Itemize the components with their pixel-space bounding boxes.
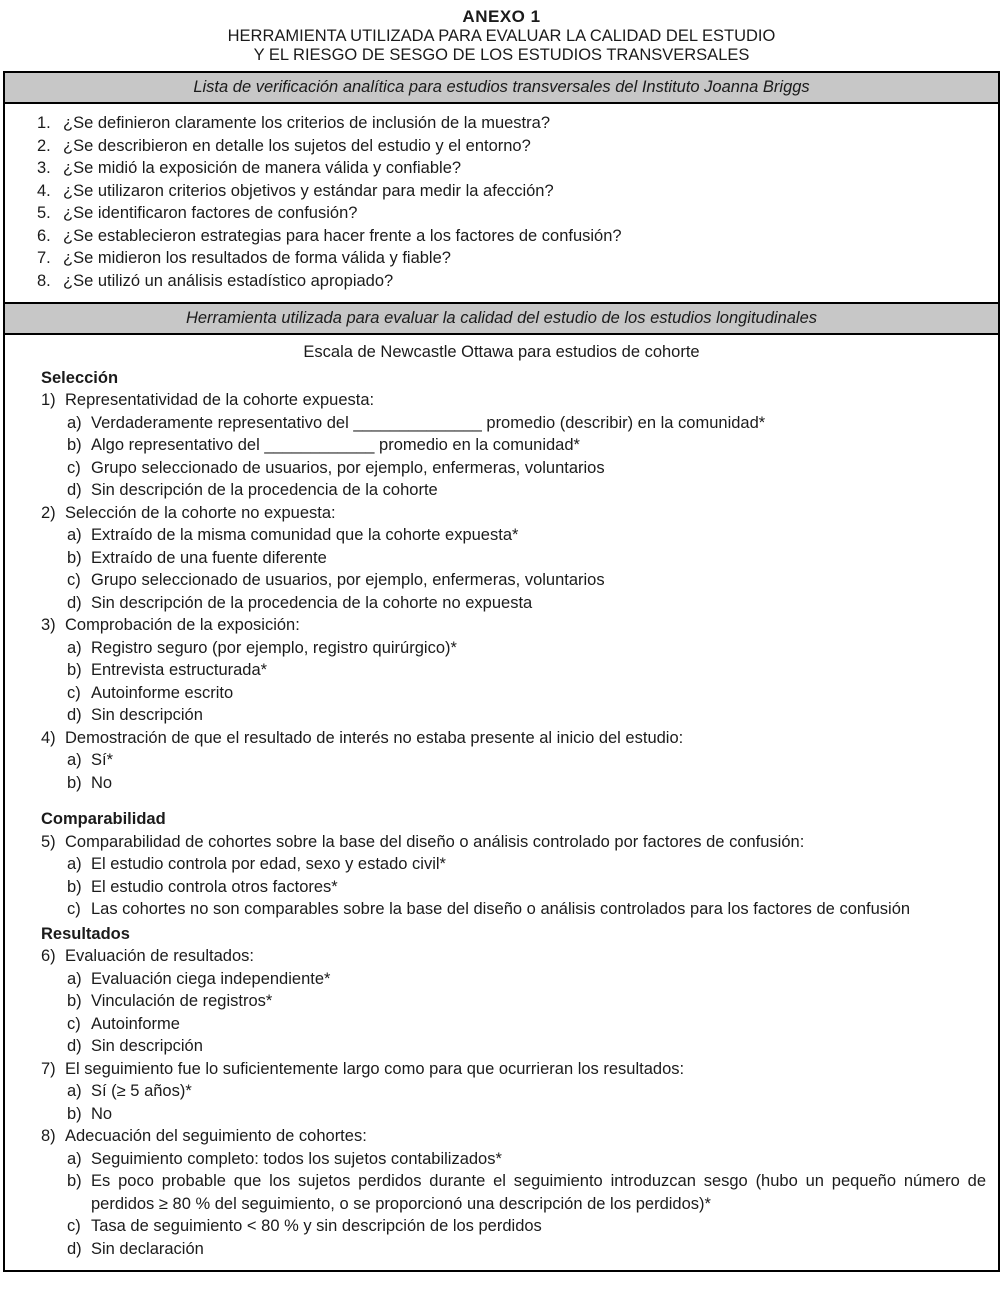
option-text: Registro seguro (por ejemplo, registro quirúrgico)*	[91, 638, 457, 657]
jbi-section-header: Lista de verificación analítica para estudios transversales del Instituto Joanna Briggs	[5, 73, 998, 104]
option-text: Extraído de la misma comunidad que la cohorte expuesta*	[91, 526, 519, 544]
item-text: ¿Se midió la exposición de manera válida y confiable?	[63, 159, 462, 177]
option-letter: a)	[67, 1149, 82, 1168]
option-text: Extraído de una fuente diferente	[91, 548, 327, 567]
item-text: ¿Se establecieron estrategias para hacer frente a los factores de confusión?	[63, 226, 622, 245]
option-text: El estudio controla por edad, sexo y estado civil*	[91, 855, 446, 873]
item-number: 4.	[37, 181, 51, 200]
option-text: Sin descripción	[91, 1037, 203, 1055]
option-text: Sí*	[91, 751, 114, 769]
question-number: 2)	[41, 503, 56, 522]
option-text: Sí (≥ 5 años)*	[91, 1082, 192, 1100]
checklist-item	[37, 225, 988, 248]
option-row	[67, 547, 986, 570]
question-row	[41, 945, 986, 968]
checklist-item	[37, 270, 988, 293]
option-row	[67, 704, 986, 727]
item-number: 3.	[37, 159, 51, 177]
question-number: 5)	[41, 832, 56, 851]
option-row	[67, 772, 986, 795]
option-letter: c)	[67, 571, 81, 589]
option-letter: b)	[67, 436, 82, 454]
question-number: 3)	[41, 616, 56, 634]
option-text: Verdaderamente representativo del ______________ promedio (describir) en la comunidad*	[91, 413, 766, 432]
question-row	[41, 831, 986, 854]
question-number: 4)	[41, 728, 56, 747]
option-letter: b)	[67, 877, 82, 896]
nos-scale-title: Escala de Newcastle Ottawa para estudios de cohorte	[303, 343, 700, 361]
option-text: Es poco probable que los sujetos perdidos durante el seguimiento introduzcan sesgo (hubo un pequeño número de perdidos ≥ 80 % del seguimiento, o se proporcionó una descripción de los perdidos)*	[91, 1172, 986, 1213]
option-letter: d)	[67, 481, 82, 499]
item-number: 6.	[37, 226, 51, 245]
option-letter: b)	[67, 773, 82, 792]
option-letter: a)	[67, 1082, 82, 1100]
option-row	[67, 434, 986, 457]
item-number: 1.	[37, 114, 51, 132]
option-row	[67, 637, 986, 660]
option-letter: d)	[67, 1037, 82, 1055]
item-number: 8.	[37, 271, 51, 290]
question-row	[41, 1125, 986, 1148]
item-number: 7.	[37, 249, 51, 267]
item-text: ¿Se midieron los resultados de forma válida y fiable?	[63, 249, 451, 267]
section-heading: Selección	[41, 368, 119, 387]
question-text: Evaluación de resultados:	[65, 947, 254, 965]
option-row	[67, 1035, 986, 1058]
option-letter: b)	[67, 992, 82, 1010]
option-row	[67, 749, 986, 772]
option-text: Algo representativo del ____________ promedio en la comunidad*	[91, 436, 580, 454]
section-heading: Comparabilidad	[41, 810, 166, 828]
item-text: ¿Se identificaron factores de confusión?	[63, 204, 358, 222]
option-text: Sin descripción de la procedencia de la cohorte no expuesta	[91, 593, 533, 612]
option-row	[67, 592, 986, 615]
section-heading: Resultados	[41, 924, 130, 943]
question-row	[41, 614, 986, 637]
option-letter: c)	[67, 900, 81, 918]
nos-section	[5, 335, 998, 1270]
question-text: Comparabilidad de cohortes sobre la base del diseño o análisis controlado por factores de confusión:	[65, 832, 805, 851]
question-row	[41, 727, 986, 750]
question-row	[41, 1058, 986, 1081]
option-text: Seguimiento completo: todos los sujetos contabilizados*	[91, 1149, 502, 1168]
option-row	[67, 990, 986, 1013]
option-row	[67, 1103, 986, 1126]
option-letter: a)	[67, 751, 82, 769]
option-row	[67, 682, 986, 705]
question-text: Comprobación de la exposición:	[65, 616, 300, 634]
document-header	[0, 0, 1003, 65]
question-number: 8)	[41, 1127, 56, 1145]
option-row	[67, 1215, 986, 1238]
option-row	[67, 1238, 986, 1261]
option-text: Autoinforme escrito	[91, 683, 234, 702]
option-letter: c)	[67, 683, 81, 702]
option-row	[67, 853, 986, 876]
question-text: Representatividad de la cohorte expuesta:	[65, 391, 375, 409]
checklist-item	[37, 247, 988, 270]
option-text: Grupo seleccionado de usuarios, por ejemplo, enfermeras, voluntarios	[91, 458, 605, 477]
option-letter: c)	[67, 1217, 81, 1235]
option-letter: d)	[67, 706, 82, 724]
option-text: El estudio controla otros factores*	[91, 877, 338, 896]
option-row	[67, 479, 986, 502]
nos-section-header: Herramienta utilizada para evaluar la calidad del estudio de los estudios longitudinales	[5, 302, 998, 335]
option-letter: a)	[67, 526, 82, 544]
checklist-item	[37, 202, 988, 225]
question-number: 1)	[41, 391, 56, 409]
option-letter: a)	[67, 969, 82, 988]
item-number: 2.	[37, 136, 51, 155]
option-text: Evaluación ciega independiente*	[91, 969, 331, 988]
option-row	[67, 1148, 986, 1171]
option-text: Entrevista estructurada*	[91, 661, 268, 679]
item-text: ¿Se definieron claramente los criterios de inclusión de la muestra?	[63, 114, 550, 132]
option-text: Tasa de seguimiento < 80 % y sin descripción de los perdidos	[91, 1217, 542, 1235]
checklist-item	[37, 112, 988, 135]
option-letter: b)	[67, 548, 82, 567]
option-row	[67, 524, 986, 547]
option-letter: a)	[67, 413, 82, 432]
item-number: 5.	[37, 204, 51, 222]
annex-subtitle-line2: Y EL RIESGO DE SESGO DE LOS ESTUDIOS TRANSVERSALES	[253, 46, 750, 64]
option-letter: c)	[67, 1014, 81, 1033]
option-row	[67, 968, 986, 991]
checklist-item	[37, 180, 988, 203]
option-text: Autoinforme	[91, 1014, 180, 1033]
item-text: ¿Se describieron en detalle los sujetos del estudio y el entorno?	[63, 136, 531, 155]
option-text: No	[91, 773, 113, 792]
item-text: ¿Se utilizaron criterios objetivos y estándar para medir la afección?	[63, 181, 554, 200]
option-letter: b)	[67, 1104, 82, 1123]
jbi-checklist	[5, 104, 998, 302]
option-text: No	[91, 1104, 113, 1123]
question-text: Selección de la cohorte no expuesta:	[65, 503, 336, 522]
option-text: Grupo seleccionado de usuarios, por ejemplo, enfermeras, voluntarios	[91, 571, 605, 589]
evaluation-table	[3, 71, 1000, 1272]
item-text: ¿Se utilizó un análisis estadístico apropiado?	[63, 271, 394, 290]
option-row	[67, 876, 986, 899]
option-letter: a)	[67, 855, 82, 873]
option-text: Sin descripción de la procedencia de la cohorte	[91, 481, 438, 499]
option-letter: c)	[67, 458, 81, 477]
annex-title: ANEXO 1	[462, 7, 541, 26]
checklist-item	[37, 157, 988, 180]
option-text: Sin descripción	[91, 706, 203, 724]
option-text: Sin declaración	[91, 1239, 204, 1258]
annex-subtitle-line1: HERRAMIENTA UTILIZADA PARA EVALUAR LA CALIDAD DEL ESTUDIO	[227, 27, 776, 45]
option-row	[67, 1080, 986, 1103]
option-letter: b)	[67, 661, 82, 679]
option-letter: a)	[67, 638, 82, 657]
option-row	[67, 1170, 986, 1215]
option-row	[67, 1013, 986, 1036]
question-number: 7)	[41, 1059, 56, 1078]
option-letter: b)	[67, 1172, 82, 1190]
nos-outline	[41, 367, 986, 1261]
checklist-item	[37, 135, 988, 158]
option-row	[67, 659, 986, 682]
question-row	[41, 502, 986, 525]
question-text: El seguimiento fue lo suficientemente largo como para que ocurrieran los resultados:	[65, 1059, 685, 1078]
option-text: Las cohortes no son comparables sobre la base del diseño o análisis controlados para los factores de confusión	[91, 900, 911, 918]
option-row	[67, 898, 986, 921]
option-row	[67, 569, 986, 592]
question-number: 6)	[41, 947, 56, 965]
option-text: Vinculación de registros*	[91, 992, 273, 1010]
question-text: Demostración de que el resultado de interés no estaba presente al inicio del estudio:	[65, 728, 684, 747]
option-row	[67, 412, 986, 435]
option-row	[67, 457, 986, 480]
option-letter: d)	[67, 1239, 82, 1258]
question-text: Adecuación del seguimiento de cohortes:	[65, 1127, 367, 1145]
question-row	[41, 389, 986, 412]
option-letter: d)	[67, 593, 82, 612]
